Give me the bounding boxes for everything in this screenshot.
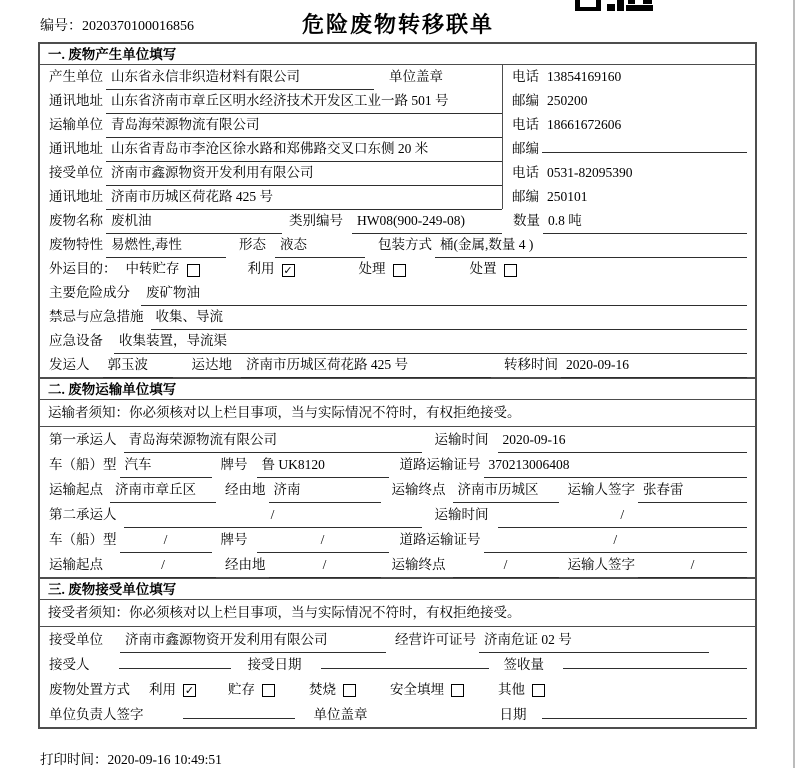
field-value: / [257, 527, 389, 553]
form-row [48, 627, 747, 652]
field-label: 牌号 [220, 457, 248, 472]
field-label: 经营许可证号 [395, 632, 476, 647]
form-row [48, 65, 747, 89]
field-label: 第二承运人 [49, 507, 117, 522]
checkbox-label: 利用 [247, 261, 275, 276]
row-right-column [502, 161, 747, 185]
row-right-column [502, 113, 747, 137]
field-label: 邮编 [512, 141, 539, 156]
field-value: 250200 [542, 89, 747, 113]
field-label: 包装方式 [378, 237, 432, 252]
field-value: 2020-09-16 [561, 353, 747, 378]
field-value: 济南市鑫源物资开发利用有限公司 [120, 627, 386, 653]
field-value [542, 718, 748, 719]
field-value: 370213006408 [484, 452, 748, 478]
document-title: 危险废物转移联单 [301, 12, 494, 37]
field-value: / [110, 552, 216, 578]
row-right-column [502, 137, 747, 161]
field-label: 经由地 [225, 557, 266, 572]
form-row [48, 185, 747, 209]
field-label: 道路运输证号 [399, 457, 481, 472]
field-value: / [120, 527, 212, 553]
field-value: 废矿物油 [141, 281, 747, 306]
field-value: / [124, 502, 422, 528]
field-label: 接受日期 [247, 657, 302, 672]
checkbox-empty-icon [393, 264, 406, 277]
checkbox-empty-icon [343, 684, 356, 697]
field-value: 山东省济南市章丘区明水经济技术开发区工业一路 501 号 [106, 89, 502, 114]
field-label: 第一承运人 [49, 432, 117, 447]
section-title: 二. 废物运输单位填写 [40, 379, 755, 400]
checkbox-empty-icon [262, 684, 275, 697]
field-label: 签收量 [503, 657, 544, 672]
checkbox-option [309, 677, 356, 702]
field-value: 山东省青岛市李沧区徐水路和郑佛路交叉口东侧 20 米 [106, 137, 502, 162]
section-rows [40, 627, 755, 727]
row-left-column [48, 137, 502, 162]
field-value: / [498, 502, 748, 528]
field-label: 形态 [239, 237, 266, 252]
section-notice: 接受者须知：你必须核对以上栏目事项，当与实际情况不符时，有权拒绝接受。 [40, 600, 755, 627]
field-label: 邮编 [512, 189, 539, 204]
checkbox-label: 处置 [469, 261, 497, 276]
checkbox-option [126, 257, 200, 281]
form-row [48, 89, 747, 113]
field-value: 青岛海荣源物流有限公司 [106, 113, 502, 138]
form-row [48, 329, 747, 353]
checkbox-empty-icon [451, 684, 464, 697]
field-value: 收集、导流 [151, 305, 748, 330]
serial-number: 2020370100016856 [82, 19, 194, 34]
field-label: 运输终点 [391, 482, 446, 497]
form-row [48, 452, 747, 477]
checkbox-option [359, 257, 406, 281]
field-value: 2020-09-16 [498, 427, 748, 453]
field-label: 运输终点 [391, 557, 446, 572]
section-title: 三. 废物接受单位填写 [40, 579, 755, 600]
field-value: 桶(金属,数量 4 ) [435, 233, 747, 258]
field-value: 液态 [275, 233, 365, 258]
field-value [542, 152, 747, 153]
form-row [48, 305, 747, 329]
field-label: 应急设备 [49, 333, 103, 348]
manifest-form [38, 42, 757, 729]
field-value: 济南 [269, 477, 381, 503]
field-label: 车（船）型 [49, 457, 117, 472]
field-label: 运输时间 [434, 507, 489, 522]
field-label: 运输单位 [49, 117, 103, 132]
field-label: 外运目的： [49, 261, 117, 276]
field-label: 运输起点 [49, 557, 103, 572]
checkbox-empty-icon [187, 264, 200, 277]
row-right-column [502, 65, 747, 89]
field-label: 道路运输证号 [399, 532, 481, 547]
field-value: / [484, 527, 748, 553]
checkbox-label: 安全填埋 [390, 682, 444, 697]
checkbox-label: 贮存 [228, 682, 255, 697]
field-value: 济南市章丘区 [110, 477, 216, 503]
field-label: 接受人 [49, 657, 90, 672]
field-label: 通讯地址 [49, 93, 103, 108]
form-row [48, 209, 747, 233]
field-label: 电话 [512, 69, 539, 84]
row-right-column [502, 89, 747, 113]
row-left-column [48, 161, 502, 186]
field-label: 单位盖章 [389, 69, 443, 84]
field-label: 禁忌与应急措施 [49, 309, 144, 324]
form-row [48, 281, 747, 305]
field-label: 数量 [513, 213, 540, 228]
checkbox-empty-icon [532, 684, 545, 697]
field-value: 济南市历城区荷花路 425 号 [241, 353, 491, 378]
field-value: 张春雷 [638, 477, 747, 503]
field-value: 250101 [542, 185, 747, 209]
section-rows [40, 427, 755, 577]
checkbox-option [149, 677, 196, 702]
form-row [48, 137, 747, 161]
checkbox-label: 处理 [358, 261, 386, 276]
field-value [321, 668, 489, 669]
print-time: 打印时间：2020-09-16 10:49:51 [40, 752, 222, 767]
checkbox-label: 焚烧 [309, 682, 336, 697]
form-row [48, 113, 747, 137]
field-value: 济南市鑫源物资开发利用有限公司 [106, 161, 502, 186]
row-left-column [48, 65, 502, 90]
checkbox-option [390, 677, 464, 702]
field-value: 汽车 [120, 452, 212, 478]
field-value [183, 718, 295, 719]
serial-label: 编号： [40, 19, 82, 34]
checkbox-label: 利用 [149, 682, 176, 697]
field-label: 废物处置方式 [49, 682, 130, 697]
field-label: 通讯地址 [49, 141, 103, 156]
row-left-column [48, 89, 502, 114]
field-label: 接受单位 [49, 632, 103, 647]
form-row [48, 702, 747, 727]
checkbox-option [470, 257, 517, 281]
field-value: 18661672606 [542, 113, 747, 137]
form-row [48, 652, 747, 677]
field-label: 运输起点 [49, 482, 103, 497]
field-value: / [453, 552, 559, 578]
field-label: 单位盖章 [313, 707, 368, 722]
checkbox-option [498, 677, 545, 702]
field-value: 易燃性,毒性 [106, 233, 226, 258]
form-row [48, 427, 747, 452]
form-row [48, 257, 747, 281]
field-label: 类别编号 [289, 213, 343, 228]
form-row [48, 527, 747, 552]
form-section [40, 44, 755, 377]
row-left-column [48, 113, 502, 138]
field-value: 山东省永信非织造材料有限公司 [106, 65, 374, 90]
field-label: 电话 [512, 165, 539, 180]
checkbox-label: 其他 [498, 682, 525, 697]
form-section [40, 577, 755, 727]
checkbox-option [248, 257, 295, 281]
field-label: 日期 [499, 707, 527, 722]
field-value: 13854169160 [542, 65, 747, 89]
field-label: 运输人签字 [567, 482, 635, 497]
field-label: 邮编 [512, 93, 539, 108]
form-row [48, 353, 747, 377]
page-right-edge-line [793, 0, 795, 768]
checkbox-empty-icon [504, 264, 517, 277]
field-label: 主要危险成分 [49, 285, 130, 300]
field-label: 单位负责人签字 [49, 707, 144, 722]
field-value: 收集装置，导流渠 [114, 329, 747, 354]
row-left-column [48, 185, 502, 210]
field-label: 产生单位 [49, 69, 103, 84]
field-label: 经由地 [225, 482, 266, 497]
form-section [40, 377, 755, 577]
field-value [563, 668, 747, 669]
form-row [48, 677, 747, 702]
field-label: 废物特性 [49, 237, 103, 252]
field-value: 0.8 吨 [543, 209, 747, 234]
field-value: 济南市历城区荷花路 425 号 [106, 185, 502, 210]
field-value: 0531-82095390 [542, 161, 747, 185]
field-value: 济南危证 02 号 [479, 627, 709, 653]
form-row [48, 502, 747, 527]
form-row [48, 477, 747, 502]
field-label: 转移时间 [504, 357, 558, 372]
checkbox-label: 中转贮存 [125, 261, 180, 276]
field-value: 废机油 [106, 209, 282, 234]
field-label: 发运人 [49, 357, 90, 372]
row-right-column [502, 185, 747, 209]
checkbox-checked-icon: ✓ [184, 684, 195, 697]
field-value: 郭玉波 [103, 353, 173, 378]
field-label: 运输人签字 [567, 557, 635, 572]
field-value: 鲁 UK8120 [257, 452, 389, 478]
section-title: 一. 废物产生单位填写 [40, 44, 755, 65]
form-row [48, 161, 747, 185]
section-rows [40, 65, 755, 377]
field-value: HW08(900-249-08) [352, 209, 502, 234]
field-label: 废物名称 [49, 213, 103, 228]
field-label: 牌号 [220, 532, 248, 547]
field-label: 通讯地址 [49, 189, 103, 204]
form-row [48, 233, 747, 257]
field-value: 济南市历城区 [453, 477, 559, 503]
checkbox-option [228, 677, 275, 702]
field-label: 运输时间 [434, 432, 489, 447]
field-label: 运达地 [191, 357, 232, 372]
checkbox-checked-icon: ✓ [283, 263, 293, 277]
field-label: 电话 [512, 117, 539, 132]
field-value: / [269, 552, 381, 578]
section-notice: 运输者须知：你必须核对以上栏目事项，当与实际情况不符时，有权拒绝接受。 [40, 400, 755, 427]
field-value: / [638, 552, 747, 578]
field-value: 青岛海荣源物流有限公司 [124, 427, 422, 453]
field-label: 车（船）型 [49, 532, 117, 547]
field-label: 接受单位 [49, 165, 103, 180]
field-value [119, 668, 231, 669]
form-row [48, 552, 747, 577]
